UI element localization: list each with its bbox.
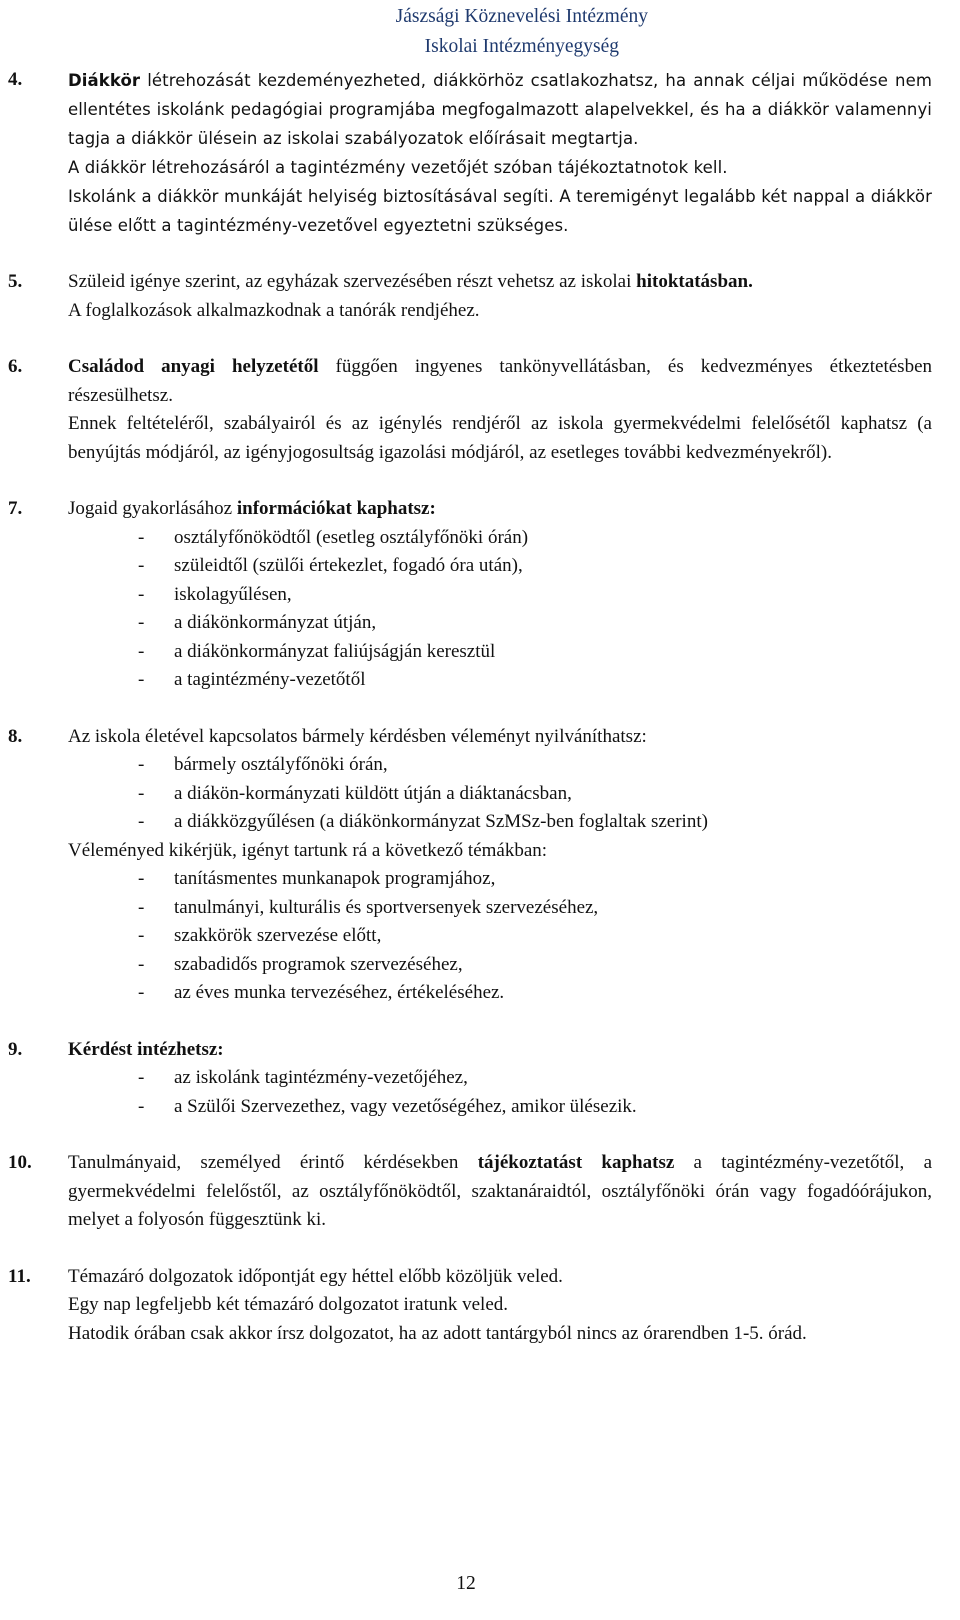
emphasis: Kérdést intézhetsz:: [68, 1038, 224, 1060]
paragraph: Tanulmányaid, személyed érintő kérdésekben tájékoztatást kaphatsz a tagintézmény-vezetőtől, a gyermekvédelmi felelőstől, az osztályfőnöködtől, szaktanáraidtól, osztályfőnöki órán vagy fogadóórájukon, melyet a folyosón függesztünk ki.: [68, 1152, 932, 1230]
section-6: [8, 353, 932, 467]
paragraph: A diákkör létrehozásáról a tagintézmény vezetőjét szóban tájékoztatnotok kell.: [68, 158, 728, 177]
list-item: - iskolagyűlésen,: [138, 581, 932, 610]
list-item: - az iskolánk tagintézmény-vezetőjéhez,: [138, 1064, 932, 1093]
list-item: - szüleidtől (szülői értekezlet, fogadó óra után),: [138, 552, 932, 581]
document-body: [8, 66, 932, 1376]
emphasis: Diákkör: [68, 71, 141, 90]
paragraph: Ennek feltételéről, szabályairól és az igénylés rendjéről az iskola gyermekvédelmi felelősétől kaphatsz (a benyújtás módjáról, az igényjogosultság igazolási módjáról, az esetleges további kedvezményekről).: [68, 413, 932, 463]
page-number: 12: [456, 1573, 476, 1594]
paragraph: Családod anyagi helyzetétől függően ingyenes tankönyvellátásban, és kedvezményes étkeztetésben részesülhetsz.: [68, 356, 932, 406]
section-8: [8, 723, 932, 1008]
section-number: 8.: [8, 725, 23, 747]
paragraph: Véleményed kikérjük, igényt tartunk rá a következő témákban:: [68, 839, 548, 861]
list-item: - a diákönkormányzat útján,: [138, 609, 932, 638]
section-11: [8, 1263, 932, 1349]
header-institution: Jászsági Köznevelési Intézmény: [395, 6, 648, 27]
list-item: - a diákönkormányzat faliújságján keresztül: [138, 638, 932, 667]
header-unit: Iskolai Intézményegység: [424, 36, 620, 57]
info-sources-list: [68, 524, 932, 695]
emphasis: hitoktatásban.: [636, 271, 753, 292]
opinion-topics-list: [68, 865, 932, 1008]
paragraph: Iskolánk a diákkör munkáját helyiség biztosításával segíti. A teremigényt legalább két nappal a diákkör ülése előtt a tagintézmény-vezetővel egyeztetni szükséges.: [68, 187, 932, 235]
section-number: 10.: [8, 1152, 32, 1173]
list-item: - tanításmentes munkanapok programjához,: [138, 865, 932, 894]
list-item: - tanulmányi, kulturális és sportversenyek szervezéséhez,: [138, 894, 932, 923]
section-9: [8, 1036, 932, 1122]
paragraph: Az iskola életével kapcsolatos bármely kérdésben véleményt nyilváníthatsz:: [68, 725, 647, 747]
list-item: - a diákön-kormányzati küldött útján a diáktanácsban,: [138, 780, 932, 809]
section-5: [8, 268, 932, 325]
paragraph: Témazáró dolgozatok időpontját egy héttel előbb közöljük veled.: [68, 1265, 563, 1287]
section-4: [8, 66, 932, 240]
list-item: - a tagintézmény-vezetőtől: [138, 666, 932, 695]
list-item: - a Szülői Szervezethez, vagy vezetőségéhez, amikor ülésezik.: [138, 1093, 932, 1122]
list-item: - az éves munka tervezéséhez, értékeléséhez.: [138, 979, 932, 1008]
section-number: 11.: [8, 1265, 31, 1287]
paragraph: Hatodik órában csak akkor írsz dolgozatot, ha az adott tantárgyból nincs az órarendben 1-5. órád.: [68, 1322, 807, 1344]
paragraph: Szüleid igénye szerint, az egyházak szervezésében részt vehetsz az iskolai hitoktatásban.: [68, 271, 753, 292]
list-item: - szakkörök szervezése előtt,: [138, 922, 932, 951]
paragraph: A foglalkozások alkalmazkodnak a tanórák rendjéhez.: [68, 299, 480, 321]
list-item: - a diákközgyűlésen (a diákönkormányzat SzMSz-ben foglaltak szerint): [138, 808, 932, 837]
section-10: [8, 1149, 932, 1235]
section-7: [8, 495, 932, 695]
list-item: - szabadidős programok szervezéséhez,: [138, 951, 932, 980]
section-number: 4.: [8, 69, 23, 90]
section-number: 6.: [8, 356, 23, 377]
section-number: 5.: [8, 271, 23, 292]
emphasis: Családod anyagi helyzetétől: [68, 356, 319, 377]
paragraph: Jogaid gyakorlásához információkat kaphatsz:: [68, 498, 436, 519]
section-number: 9.: [8, 1038, 23, 1060]
section-number: 7.: [8, 498, 23, 519]
emphasis: információkat kaphatsz:: [236, 498, 436, 519]
opinion-channels-list: [68, 751, 932, 837]
emphasis: tájékoztatást kaphatsz: [477, 1152, 675, 1173]
contact-list: [68, 1064, 932, 1121]
list-item: - osztályfőnöködtől (esetleg osztályfőnöki órán): [138, 524, 932, 553]
paragraph: [68, 1036, 932, 1065]
paragraph: Diákkör létrehozását kezdeményezheted, diákkörhöz csatlakozhatsz, ha annak céljai működése nem ellentétes iskolánk pedagógiai programjába megfogalmazott alapelvekkel, és ha a diákkör valamennyi tagja a diákkör ülésein az iskolai szabályozatok előírásait megtartja.: [68, 71, 932, 148]
paragraph: Egy nap legfeljebb két témazáró dolgozatot iratunk veled.: [68, 1294, 508, 1315]
document-header: [396, 2, 648, 62]
list-item: - bármely osztályfőnöki órán,: [138, 751, 932, 780]
